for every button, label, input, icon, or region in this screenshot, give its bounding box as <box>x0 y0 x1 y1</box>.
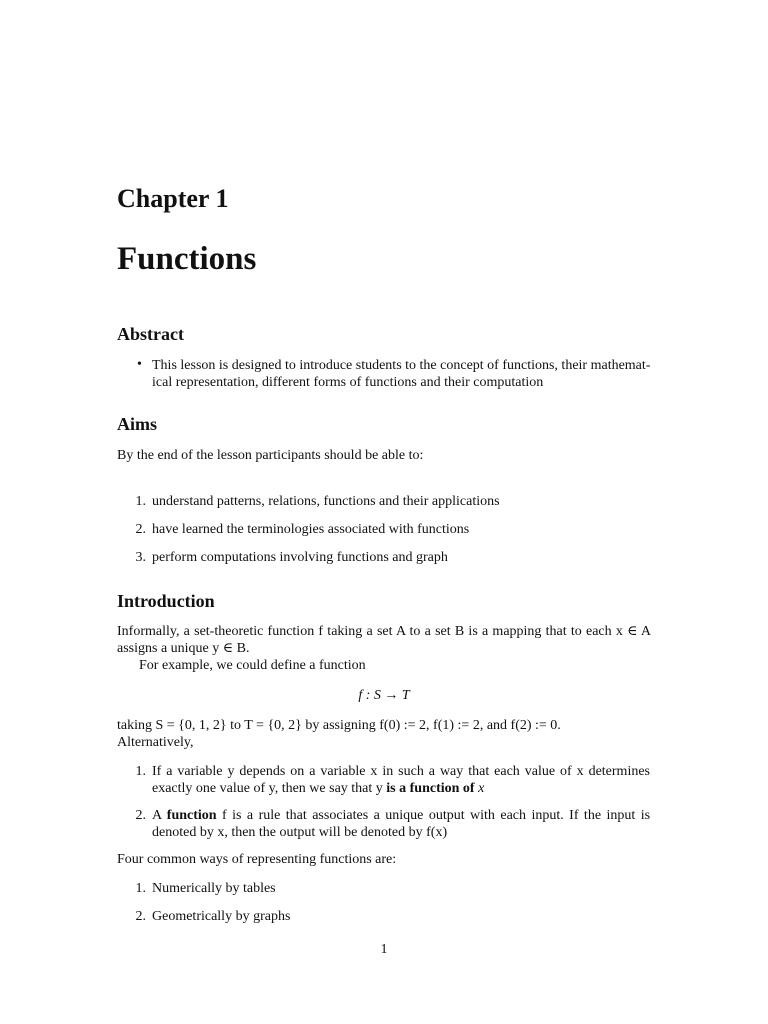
ways-item-number: 2. <box>135 909 146 924</box>
chapter-title: Functions <box>117 241 257 277</box>
alt-item-text: exactly one value of y, then we say that y <box>152 781 383 796</box>
function-of-bold: is a function of <box>386 781 475 796</box>
abstract-heading: Abstract <box>117 324 184 344</box>
alt-item-number: 2. <box>135 808 146 823</box>
aims-intro: By the end of the lesson participants should be able to: <box>117 448 424 463</box>
ways-item-number: 1. <box>135 881 146 896</box>
aims-item: have learned the terminologies associated with functions <box>152 522 470 537</box>
alt-item-line1: If a variable y depends on a variable x in such a way that each value of x determines <box>152 764 650 779</box>
aims-item-number: 3. <box>135 550 146 565</box>
intro-paragraph-line1: Informally, a set-theoretic function f taking a set A to a set B is a mapping that to each x ∈ A <box>117 624 651 639</box>
alt-item-line2: denoted by x, then the output will be denoted by f(x) <box>152 825 448 840</box>
page-number: 1 <box>380 942 388 957</box>
chapter-label: Chapter 1 <box>117 184 229 213</box>
alt-item-number: 1. <box>135 764 146 779</box>
aims-item-number: 1. <box>135 494 146 509</box>
intro-example-text: For example, we could define a function <box>139 658 366 673</box>
function-bold: function <box>166 808 217 823</box>
ways-item: Geometrically by graphs <box>152 909 291 924</box>
intro-paragraph-line2: assigns a unique y ∈ B. <box>117 641 250 656</box>
variable-x: x <box>478 781 485 796</box>
alt-item-line2 <box>152 780 484 797</box>
intro-assignment-line1: taking S = {0, 1, 2} to T = {0, 2} by assigning f(0) := 2, f(1) := 2, and f(2) := 0. <box>117 718 561 733</box>
introduction-heading: Introduction <box>117 591 215 611</box>
abstract-bullet-line1: This lesson is designed to introduce students to the concept of functions, their mathemat- <box>152 358 651 373</box>
ways-intro: Four common ways of representing functions are: <box>117 852 397 867</box>
alt-item-line1 <box>152 807 650 824</box>
alt-item-text: A <box>152 808 162 823</box>
aims-heading: Aims <box>117 414 157 434</box>
aims-item: perform computations involving functions and graph <box>152 550 448 565</box>
bullet-icon: • <box>137 357 142 372</box>
aims-item: understand patterns, relations, functions and their applications <box>152 494 500 509</box>
alt-item-text: f is a rule that associates a unique output with each input. If the input is <box>222 808 651 823</box>
aims-item-number: 2. <box>135 522 146 537</box>
display-equation: f : S → T <box>358 688 410 703</box>
abstract-bullet-line2: ical representation, different forms of functions and their computation <box>152 375 544 390</box>
ways-item: Numerically by tables <box>152 881 276 896</box>
intro-assignment-line2: Alternatively, <box>117 735 194 750</box>
